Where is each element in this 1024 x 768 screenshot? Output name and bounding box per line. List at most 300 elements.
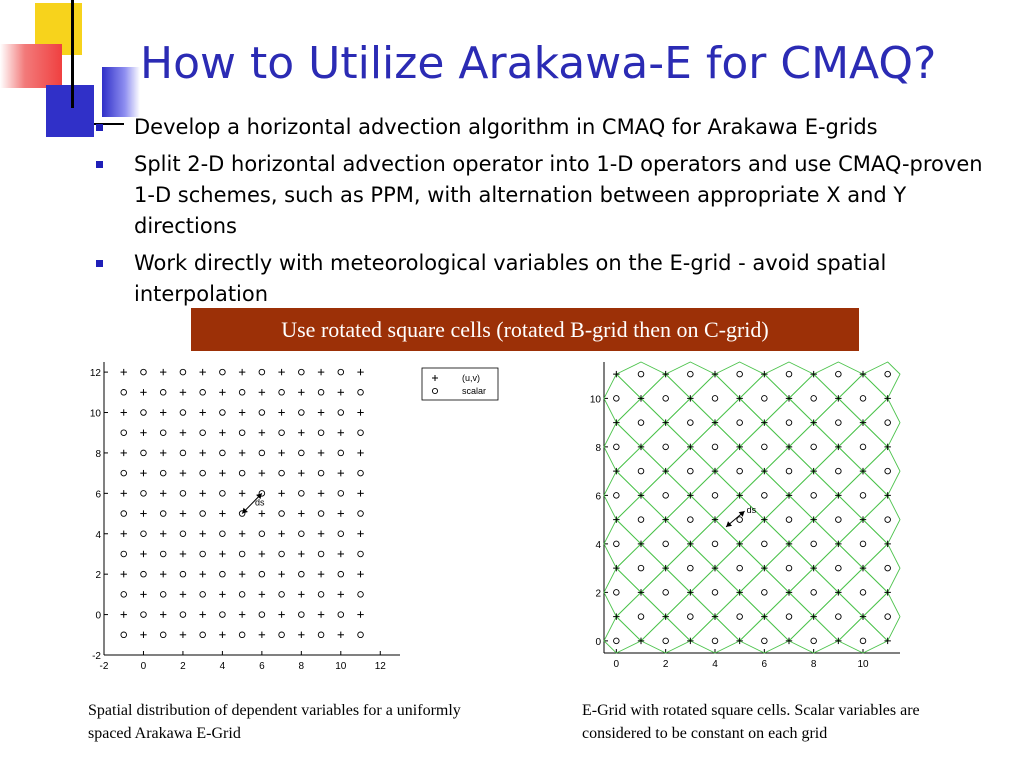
uv-point [219, 470, 225, 476]
rotated-cell [666, 592, 715, 641]
uv-point [357, 571, 363, 577]
rotated-cell [715, 544, 764, 593]
uv-point [357, 611, 363, 617]
uv-point [121, 571, 127, 577]
uv-point [239, 450, 245, 456]
scalar-point [160, 511, 166, 517]
scalar-point [141, 450, 147, 456]
uv-point [180, 389, 186, 395]
uv-point [298, 632, 304, 638]
legend-label-uv: (u,v) [462, 373, 480, 383]
scalar-point [200, 470, 206, 476]
rotated-cell [604, 520, 641, 569]
uv-point [259, 551, 265, 557]
rotated-cell [814, 592, 863, 641]
scalar-point [688, 565, 694, 571]
uv-point [160, 450, 166, 456]
scalar-point [160, 592, 166, 598]
rotated-cell [616, 495, 665, 544]
scalar-point [358, 632, 364, 638]
scalar-point [836, 420, 842, 426]
rotated-cell [715, 592, 764, 641]
scalar-point [737, 468, 743, 474]
scalar-point [885, 517, 891, 523]
scalar-point [836, 614, 842, 620]
scalar-point [358, 390, 364, 396]
uv-point [298, 551, 304, 557]
uv-point [298, 389, 304, 395]
rotated-cell [863, 362, 900, 398]
x-tick-label: 8 [298, 661, 305, 672]
x-tick-label: 2 [180, 661, 186, 672]
scalar-point [259, 531, 265, 537]
scalar-point [614, 493, 620, 499]
scalar-point [860, 590, 866, 596]
scalar-point [663, 396, 669, 402]
scalar-point [338, 491, 344, 497]
uv-point [239, 490, 245, 496]
scalar-point [180, 612, 186, 618]
scalar-point [141, 491, 147, 497]
rotated-cell [740, 520, 789, 569]
scalar-point [279, 430, 285, 436]
scalar-point [885, 371, 891, 377]
scalar-point [338, 369, 344, 375]
uv-point [140, 632, 146, 638]
uv-point [219, 389, 225, 395]
uv-point [140, 591, 146, 597]
rotated-cell [690, 568, 739, 617]
rotated-cell [764, 544, 813, 593]
rotated-cell [690, 520, 739, 569]
scalar-point [358, 511, 364, 517]
uv-point [140, 470, 146, 476]
uv-point [219, 551, 225, 557]
rotated-cell [715, 447, 764, 496]
scalar-point [663, 590, 669, 596]
deco-blue-square-left [46, 85, 94, 137]
scalar-point [239, 430, 245, 436]
uv-point [239, 409, 245, 415]
scalar-point [318, 632, 324, 638]
x-tick-label: 12 [374, 661, 386, 672]
rotated-cell [715, 362, 764, 398]
deco-red-square [0, 44, 62, 88]
scalar-point [885, 468, 891, 474]
x-tick-label: 10 [335, 661, 347, 672]
uv-point [121, 490, 127, 496]
uv-point [160, 611, 166, 617]
scalar-point [220, 612, 226, 618]
scalar-point [688, 517, 694, 523]
rotated-cell [863, 544, 900, 593]
scalar-point [180, 369, 186, 375]
rotated-cell [641, 423, 690, 472]
rotated-cell [814, 362, 863, 398]
y-tick-label: 6 [95, 489, 101, 501]
uv-point [121, 531, 127, 537]
scalar-point [318, 511, 324, 517]
scalar-point [836, 468, 842, 474]
rotated-cell [863, 398, 900, 447]
uv-point [298, 591, 304, 597]
scalar-point [762, 493, 768, 499]
uv-point [121, 611, 127, 617]
uv-point [318, 611, 324, 617]
uv-point [160, 490, 166, 496]
uv-point [121, 450, 127, 456]
x-tick-label: 4 [219, 661, 226, 672]
uv-point [121, 409, 127, 415]
scalar-point [836, 565, 842, 571]
y-tick-label: 0 [95, 610, 101, 622]
rotated-cell [616, 544, 665, 593]
scalar-point [638, 614, 644, 620]
scalar-point [121, 551, 127, 557]
uv-point [278, 409, 284, 415]
scalar-point [358, 592, 364, 598]
rotated-cell [666, 447, 715, 496]
y-tick-label: 6 [595, 491, 601, 503]
scalar-point [318, 430, 324, 436]
scalar-point [259, 612, 265, 618]
scalar-point [180, 410, 186, 416]
scalar-point [200, 390, 206, 396]
scalar-point [638, 517, 644, 523]
uv-point [140, 551, 146, 557]
uv-point [180, 510, 186, 516]
bullet-item [92, 112, 992, 143]
legend-label-scalar: scalar [462, 386, 487, 396]
rotated-cell [863, 592, 900, 641]
scalar-point [663, 638, 669, 644]
rotated-cell [838, 520, 887, 569]
scalar-point [860, 444, 866, 450]
legend-box [422, 368, 498, 400]
e-grid-distribution-chart [82, 362, 502, 678]
scalar-point [299, 369, 305, 375]
uv-point [357, 409, 363, 415]
rotated-cell [641, 520, 690, 569]
rotated-cell [789, 617, 838, 653]
uv-point [338, 632, 344, 638]
x-tick-label: 6 [259, 661, 265, 672]
scalar-point [200, 592, 206, 598]
uv-point [338, 551, 344, 557]
uv-point [121, 369, 127, 375]
uv-point [278, 450, 284, 456]
uv-point [318, 531, 324, 537]
rotated-cell [604, 471, 641, 520]
rotated-cell [764, 447, 813, 496]
scalar-point [299, 531, 305, 537]
scalar-point [762, 541, 768, 547]
bullet-text: Work directly with meteorological variables on the E-grid - avoid spatial interpolation [134, 251, 887, 306]
scalar-point [180, 491, 186, 497]
deco-blue-square-right [102, 67, 140, 117]
scalar-point [811, 638, 817, 644]
bullet-text: Split 2-D horizontal advection operator into 1-D operators and use CMAQ-proven 1-D schemes, such as PPM, with alternation between appropriate X and Y directions [134, 152, 983, 238]
scalar-point [860, 541, 866, 547]
scalar-point [220, 369, 226, 375]
rotated-cell [604, 568, 641, 617]
scalar-point [811, 444, 817, 450]
scalar-point [811, 541, 817, 547]
uv-point [278, 369, 284, 375]
square-bullet-icon [96, 124, 103, 131]
scalar-point [614, 396, 620, 402]
uv-point [160, 369, 166, 375]
scalar-point [338, 450, 344, 456]
uv-point [318, 450, 324, 456]
scalar-point [318, 390, 324, 396]
scalar-point [180, 450, 186, 456]
scalar-point [180, 571, 186, 577]
scalar-point [141, 571, 147, 577]
scalar-point [220, 450, 226, 456]
scalar-point [663, 493, 669, 499]
scalar-point [663, 541, 669, 547]
rotated-cell [666, 362, 715, 398]
rotated-cell [764, 398, 813, 447]
uv-point [298, 510, 304, 516]
uv-point [278, 490, 284, 496]
scalar-point [860, 493, 866, 499]
y-tick-label: 8 [595, 442, 601, 454]
scalar-point [737, 371, 743, 377]
scalar-point [299, 612, 305, 618]
uv-point [219, 430, 225, 436]
scalar-point [141, 531, 147, 537]
scalar-point [638, 420, 644, 426]
scalar-point [279, 511, 285, 517]
scalar-point [688, 614, 694, 620]
scalar-point [712, 444, 718, 450]
rotated-cell [814, 398, 863, 447]
callout-banner: Use rotated square cells (rotated B-grid then on C-grid) [191, 308, 859, 351]
uv-point [338, 591, 344, 597]
rotated-cells-chart [578, 360, 908, 674]
x-tick-label: 6 [761, 659, 768, 670]
rotated-cell [863, 447, 900, 496]
scalar-point [860, 638, 866, 644]
scalar-point [279, 592, 285, 598]
scalar-point [712, 638, 718, 644]
rotated-cell [838, 471, 887, 520]
rotated-cell [764, 592, 813, 641]
uv-point [298, 430, 304, 436]
rotated-cell [641, 374, 690, 423]
scalar-point [338, 612, 344, 618]
uv-point [199, 490, 205, 496]
rotated-cell [690, 617, 739, 653]
rotated-cell [789, 568, 838, 617]
scalar-point [786, 565, 792, 571]
uv-point [140, 430, 146, 436]
scalar-point [299, 410, 305, 416]
y-tick-label: 2 [95, 570, 101, 582]
scalar-point [160, 430, 166, 436]
uv-point [239, 571, 245, 577]
bullet-item [92, 149, 992, 242]
scalar-point [786, 614, 792, 620]
rotated-cell [666, 398, 715, 447]
rotated-cell [814, 447, 863, 496]
x-tick-label: 0 [613, 659, 620, 670]
uv-point [338, 470, 344, 476]
rotated-cell [616, 362, 665, 398]
uv-point [259, 389, 265, 395]
uv-point [318, 490, 324, 496]
uv-point [259, 510, 265, 516]
scalar-point [279, 551, 285, 557]
uv-point [199, 571, 205, 577]
rotated-cell [764, 362, 813, 398]
y-tick-label: 4 [595, 539, 601, 551]
scalar-point [200, 551, 206, 557]
scalar-point [121, 470, 127, 476]
scalar-point [614, 541, 620, 547]
square-bullet-icon [96, 161, 103, 168]
rotated-cell [764, 495, 813, 544]
scalar-point [220, 410, 226, 416]
y-tick-label: 2 [595, 588, 601, 600]
scalar-point [121, 390, 127, 396]
caption-left: Spatial distribution of dependent variables for a uniformly spaced Arakawa E-Grid [88, 702, 461, 742]
rotated-cell [666, 544, 715, 593]
uv-point [239, 611, 245, 617]
scalar-point [358, 470, 364, 476]
scalar-point [638, 371, 644, 377]
scalar-point [811, 396, 817, 402]
scalar-point [141, 612, 147, 618]
scalar-point [338, 571, 344, 577]
uv-point [357, 369, 363, 375]
rotated-cell [740, 568, 789, 617]
deco-vertical-line [71, 0, 74, 108]
rotated-cell [641, 568, 690, 617]
scalar-point [180, 531, 186, 537]
scalar-point [638, 565, 644, 571]
uv-point [239, 369, 245, 375]
uv-point [318, 369, 324, 375]
scalar-point [712, 396, 718, 402]
scalar-point [688, 468, 694, 474]
rotated-cell [838, 374, 887, 423]
square-bullet-icon [96, 260, 103, 267]
scalar-point [259, 410, 265, 416]
scalar-point [688, 371, 694, 377]
scalar-point [299, 491, 305, 497]
scalar-point [737, 420, 743, 426]
rotated-cell [838, 568, 887, 617]
uv-point [259, 430, 265, 436]
uv-point [278, 531, 284, 537]
x-tick-label: 10 [857, 659, 869, 670]
scalar-point [318, 470, 324, 476]
scalar-point [836, 371, 842, 377]
scalar-point [318, 592, 324, 598]
scalar-point [737, 614, 743, 620]
x-tick-label: 4 [712, 659, 718, 670]
rotated-cell [863, 495, 900, 544]
scalar-point [338, 410, 344, 416]
scalar-point [121, 592, 127, 598]
scalar-point [786, 517, 792, 523]
scalar-point [200, 511, 206, 517]
caption-right: E-Grid with rotated square cells. Scalar variables are considered to be constant on each grid [582, 702, 920, 742]
scalar-point [358, 430, 364, 436]
ds-label: ds [255, 497, 265, 508]
rotated-cell [715, 398, 764, 447]
scalar-point [860, 396, 866, 402]
scalar-point [239, 551, 245, 557]
y-tick-label: 0 [595, 636, 601, 648]
uv-point [318, 571, 324, 577]
scalar-point [786, 371, 792, 377]
uv-point [180, 470, 186, 476]
uv-point [180, 430, 186, 436]
uv-point [180, 591, 186, 597]
uv-point [259, 591, 265, 597]
rotated-cell [814, 495, 863, 544]
scalar-point [762, 444, 768, 450]
scalar-point [885, 565, 891, 571]
x-tick-label: 8 [810, 659, 817, 670]
uv-point [259, 632, 265, 638]
scalar-point [737, 565, 743, 571]
uv-point [239, 531, 245, 537]
uv-point [199, 450, 205, 456]
uv-point [278, 571, 284, 577]
scalar-point [279, 390, 285, 396]
rotated-cell [616, 592, 665, 641]
scalar-point [279, 632, 285, 638]
uv-point [199, 369, 205, 375]
rotated-cell [740, 374, 789, 423]
y-tick-label: 10 [89, 408, 101, 420]
uv-point [160, 531, 166, 537]
scalar-point [200, 632, 206, 638]
scalar-point [259, 571, 265, 577]
rotated-cell [690, 423, 739, 472]
uv-point [180, 551, 186, 557]
uv-point [318, 409, 324, 415]
scalar-point [786, 420, 792, 426]
scalar-point [141, 369, 147, 375]
scalar-point [614, 590, 620, 596]
rotated-cell [616, 447, 665, 496]
scalar-point [259, 450, 265, 456]
uv-point [219, 510, 225, 516]
rotated-cell [789, 520, 838, 569]
y-tick-label: 10 [589, 394, 601, 406]
scalar-point [121, 511, 127, 517]
scalar-point [811, 590, 817, 596]
uv-point [219, 632, 225, 638]
rotated-cell [715, 495, 764, 544]
scalar-point [160, 632, 166, 638]
x-tick-label: 0 [140, 661, 147, 672]
uv-point [259, 470, 265, 476]
rotated-cell [789, 423, 838, 472]
rotated-cell [838, 423, 887, 472]
rotated-cell [740, 617, 789, 653]
scalar-point [239, 592, 245, 598]
rotated-cell [604, 423, 641, 472]
uv-point [357, 450, 363, 456]
ds-label: ds [746, 505, 757, 516]
